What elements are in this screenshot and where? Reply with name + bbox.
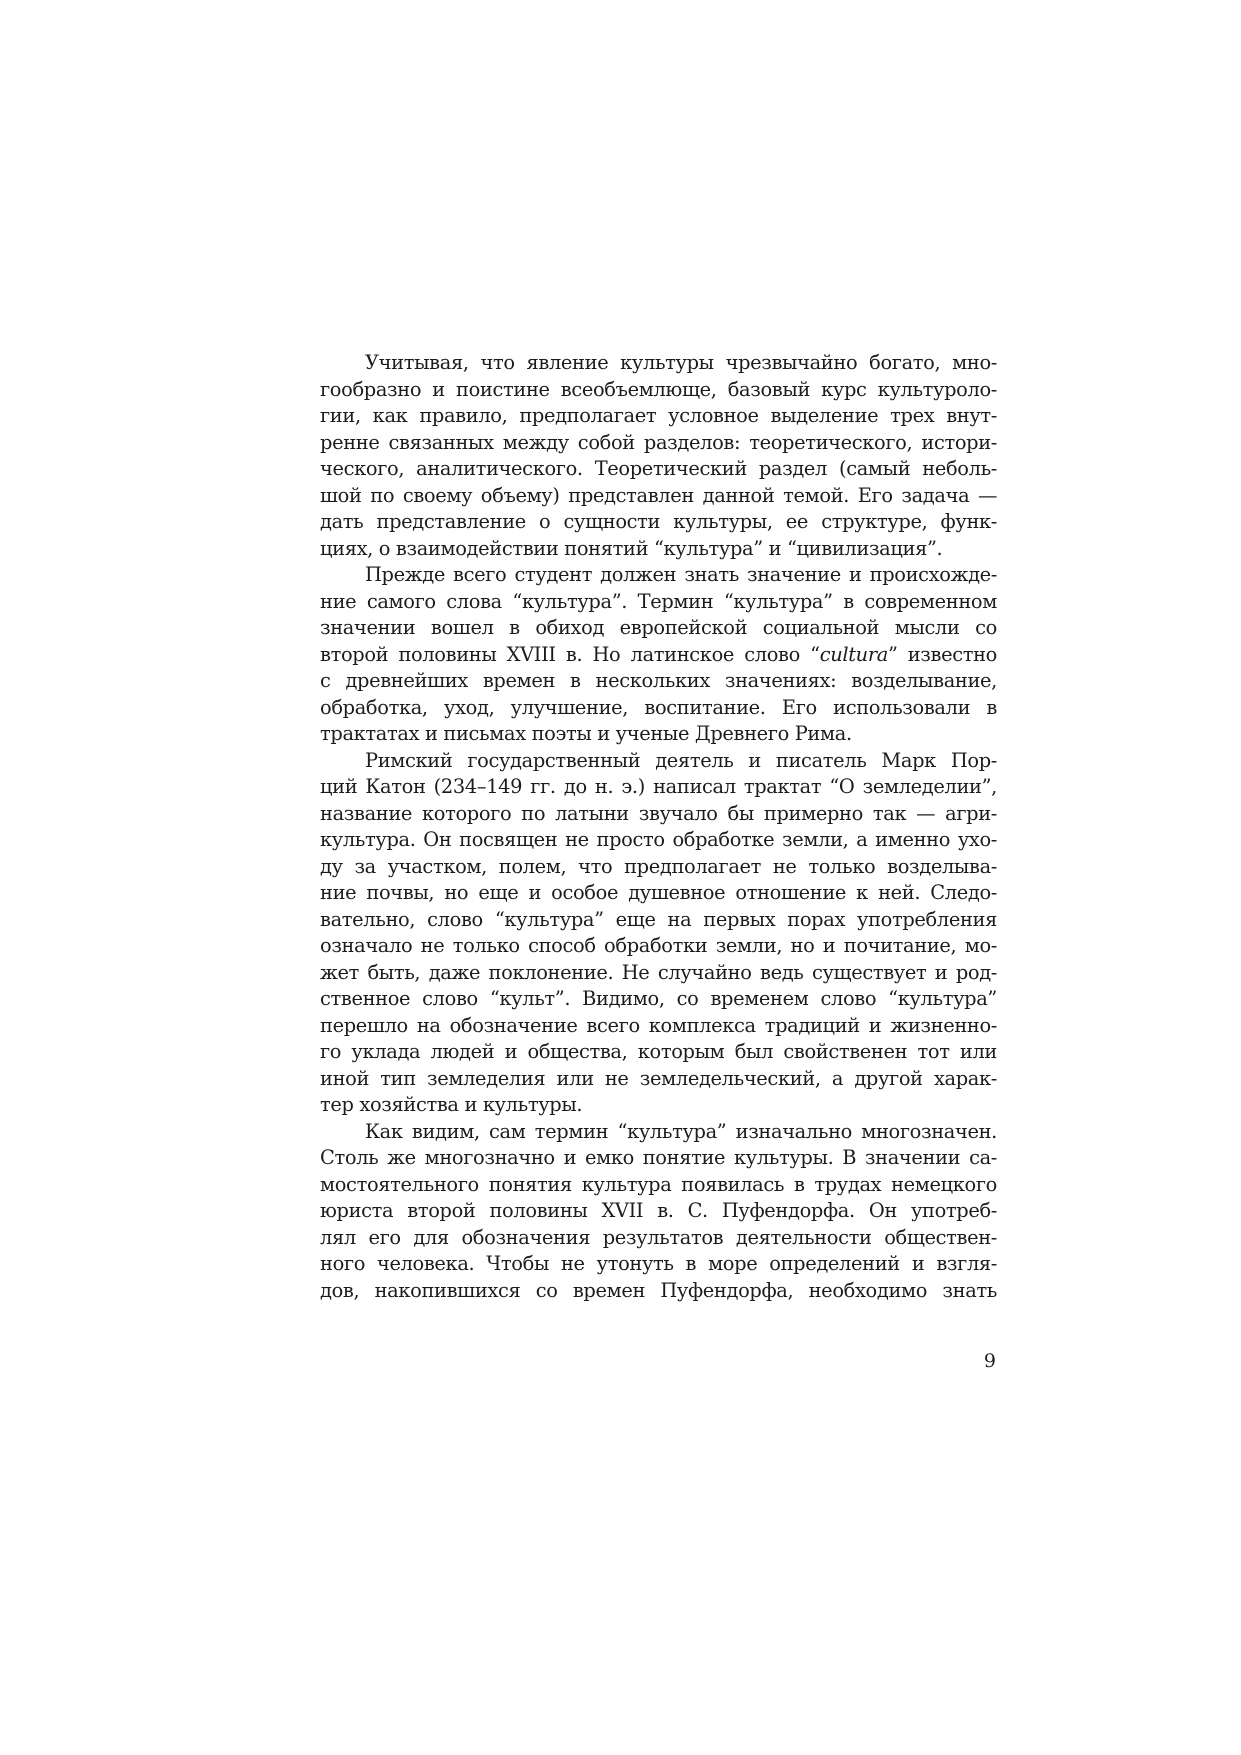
text-line: означало не только способ обработки земли, но и почитание, мо- [320,934,997,957]
text-line: дать представление о сущности культуры, ее структуре, функ- [320,510,997,533]
text-line: ственное слово “культ”. Видимо, со временем слово “культура” [320,987,997,1010]
text-line: ций Катон (234–149 гг. до н. э.) написал трактат “О земледелии”, [320,775,997,798]
text-line: ного человека. Чтобы не утонуть в море определений и взгля- [320,1252,997,1275]
text-line: Римский государственный деятель и писатель Марк Пор- [365,748,997,772]
text-line: название которого по латыни звучало бы примерно так — агри- [320,801,997,825]
text-line: гии, как правило, предполагает условное выделение трех внут- [320,404,997,427]
text-line: ренне связанных между собой разделов: теоретического, истори- [320,430,997,454]
text-line: Учитывая, что явление культуры чрезвычайно богато, мно- [365,351,997,374]
text-line: шой по своему объему) представлен данной темой. Его задача — [320,483,997,507]
text-line: го уклада людей и общества, которым был свойственен тот или [320,1040,997,1063]
text-line: ду за участком, полем, что предполагает не только возделыва- [320,854,997,878]
page-number: 9 [983,1350,996,1372]
text-line: Прежде всего студент должен знать значение и происхожде- [365,563,997,586]
text-line: перешло на обозначение всего комплекса традиций и жизненно- [320,1013,997,1037]
text-line: гообразно и поистине всеобъемлюще, базовый курс культуроло- [320,377,997,401]
text-line: ние почвы, но еще и особое душевное отношение к ней. Следо- [320,881,997,904]
text-line: юриста второй половины XVII в. С. Пуфендорфа. Он употреб- [320,1199,997,1222]
text-line: ческого, аналитического. Теоретический раздел (самый неболь- [320,457,997,480]
text-line: Столь же многозначно и емко понятие культуры. В значении са- [320,1146,997,1169]
text-line: обработка, уход, улучшение, воспитание. Его использовали в [320,695,997,719]
body-text [320,350,997,1304]
text-line: второй половины XVIII в. Но латинское слово “cultura” известно [320,642,998,666]
text-line: с древнейших времен в нескольких значениях: возделывание, [320,669,997,692]
text-line: трактатах и письмах поэты и ученые Древнего Рима. [320,722,852,745]
text-line: дов, накопившихся со времен Пуфендорфа, необходимо знать [320,1278,997,1302]
text-line: тер хозяйства и культуры. [320,1093,583,1116]
text-line: иной тип земледелия или не земледельческий, а другой харак- [320,1066,997,1090]
text-line: значении вошел в обиход европейской социальной мысли со [320,616,997,639]
text-line: жет быть, даже поклонение. Не случайно ведь существует и род- [320,960,997,984]
text-line: культура. Он посвящен не просто обработке земли, а именно ухо- [320,828,997,851]
text-line: ние самого слова “культура”. Термин “культура” в современном [320,589,997,613]
text-line: Как видим, сам термин “культура” изначально многозначен. [365,1119,997,1143]
text-line: лял его для обозначения результатов деятельности обществен- [320,1225,997,1249]
text-line: циях, о взаимодействии понятий “культура” и “цивилизация”. [320,536,943,560]
text-line: мостоятельного понятия культура появилась в трудах немецкого [320,1172,997,1196]
text-line: вательно, слово “культура” еще на первых порах употребления [320,907,997,931]
